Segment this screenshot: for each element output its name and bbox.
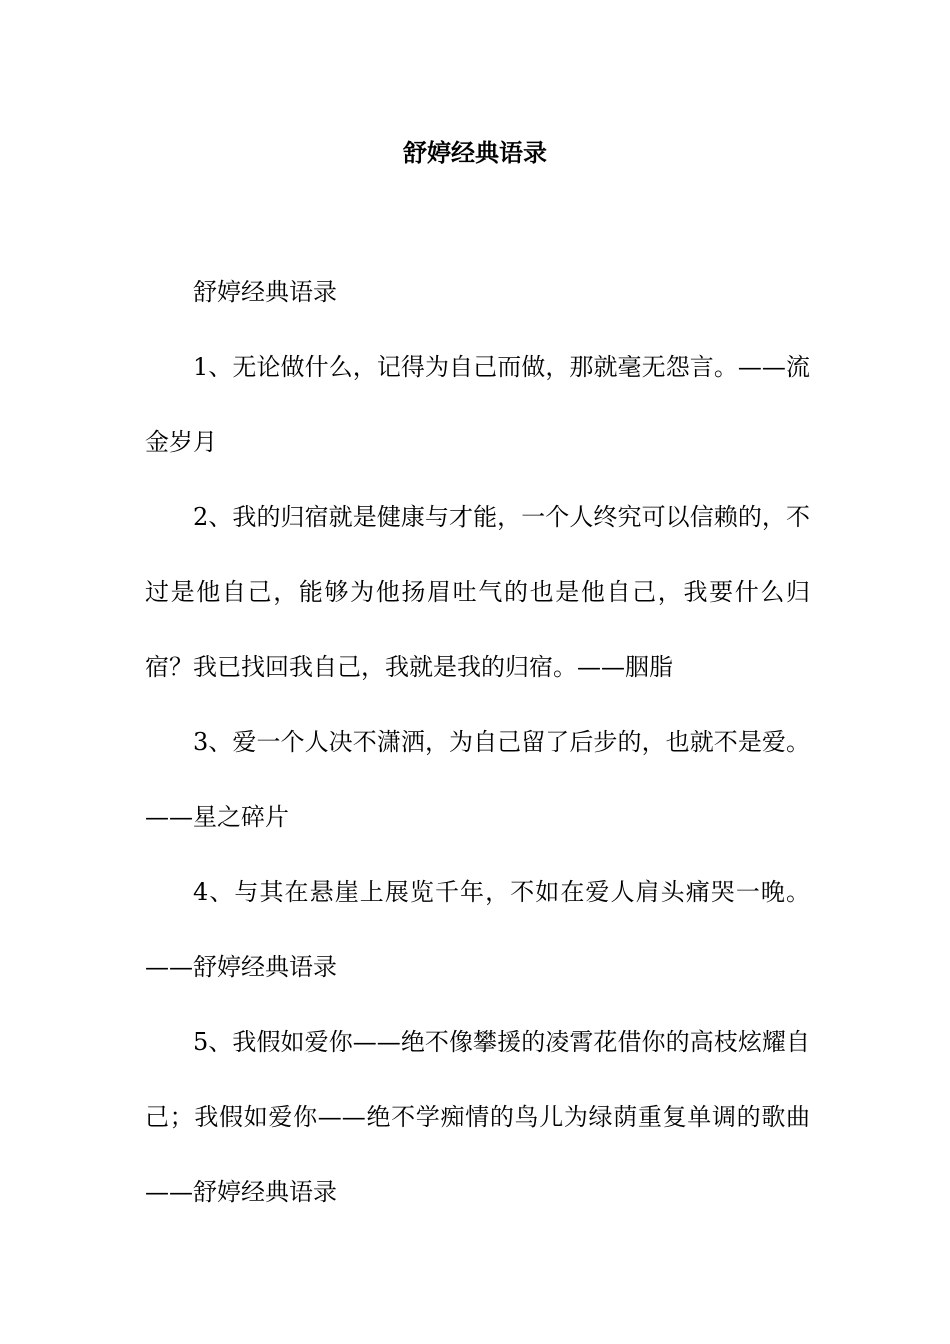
quote-paragraph-5: 5、我假如爱你——绝不像攀援的凌霄花借你的高枝炫耀自己；我假如爱你——绝不学痴情的鸟儿为绿荫重复单调的歌曲——舒婷经典语录 xyxy=(145,1028,810,1206)
paragraph-heading: 舒婷经典语录 xyxy=(193,278,337,306)
document-body xyxy=(145,255,810,1230)
quote-paragraph-3: 3、爱一个人决不潇洒，为自己留了后步的，也就不是爱。——星之碎片 xyxy=(145,728,810,831)
quote-paragraph-2: 2、我的归宿就是健康与才能，一个人终究可以信赖的，不过是他自己，能够为他扬眉吐气的也是他自己，我要什么归宿？我已找回我自己，我就是我的归宿。——胭脂 xyxy=(145,503,810,681)
quote-paragraph-1: 1、无论做什么，记得为自己而做，那就毫无怨言。——流金岁月 xyxy=(145,353,810,456)
quote-paragraph-4: 4、与其在悬崖上展览千年，不如在爱人肩头痛哭一晚。——舒婷经典语录 xyxy=(145,878,810,981)
document-title: 舒婷经典语录 xyxy=(403,138,547,167)
